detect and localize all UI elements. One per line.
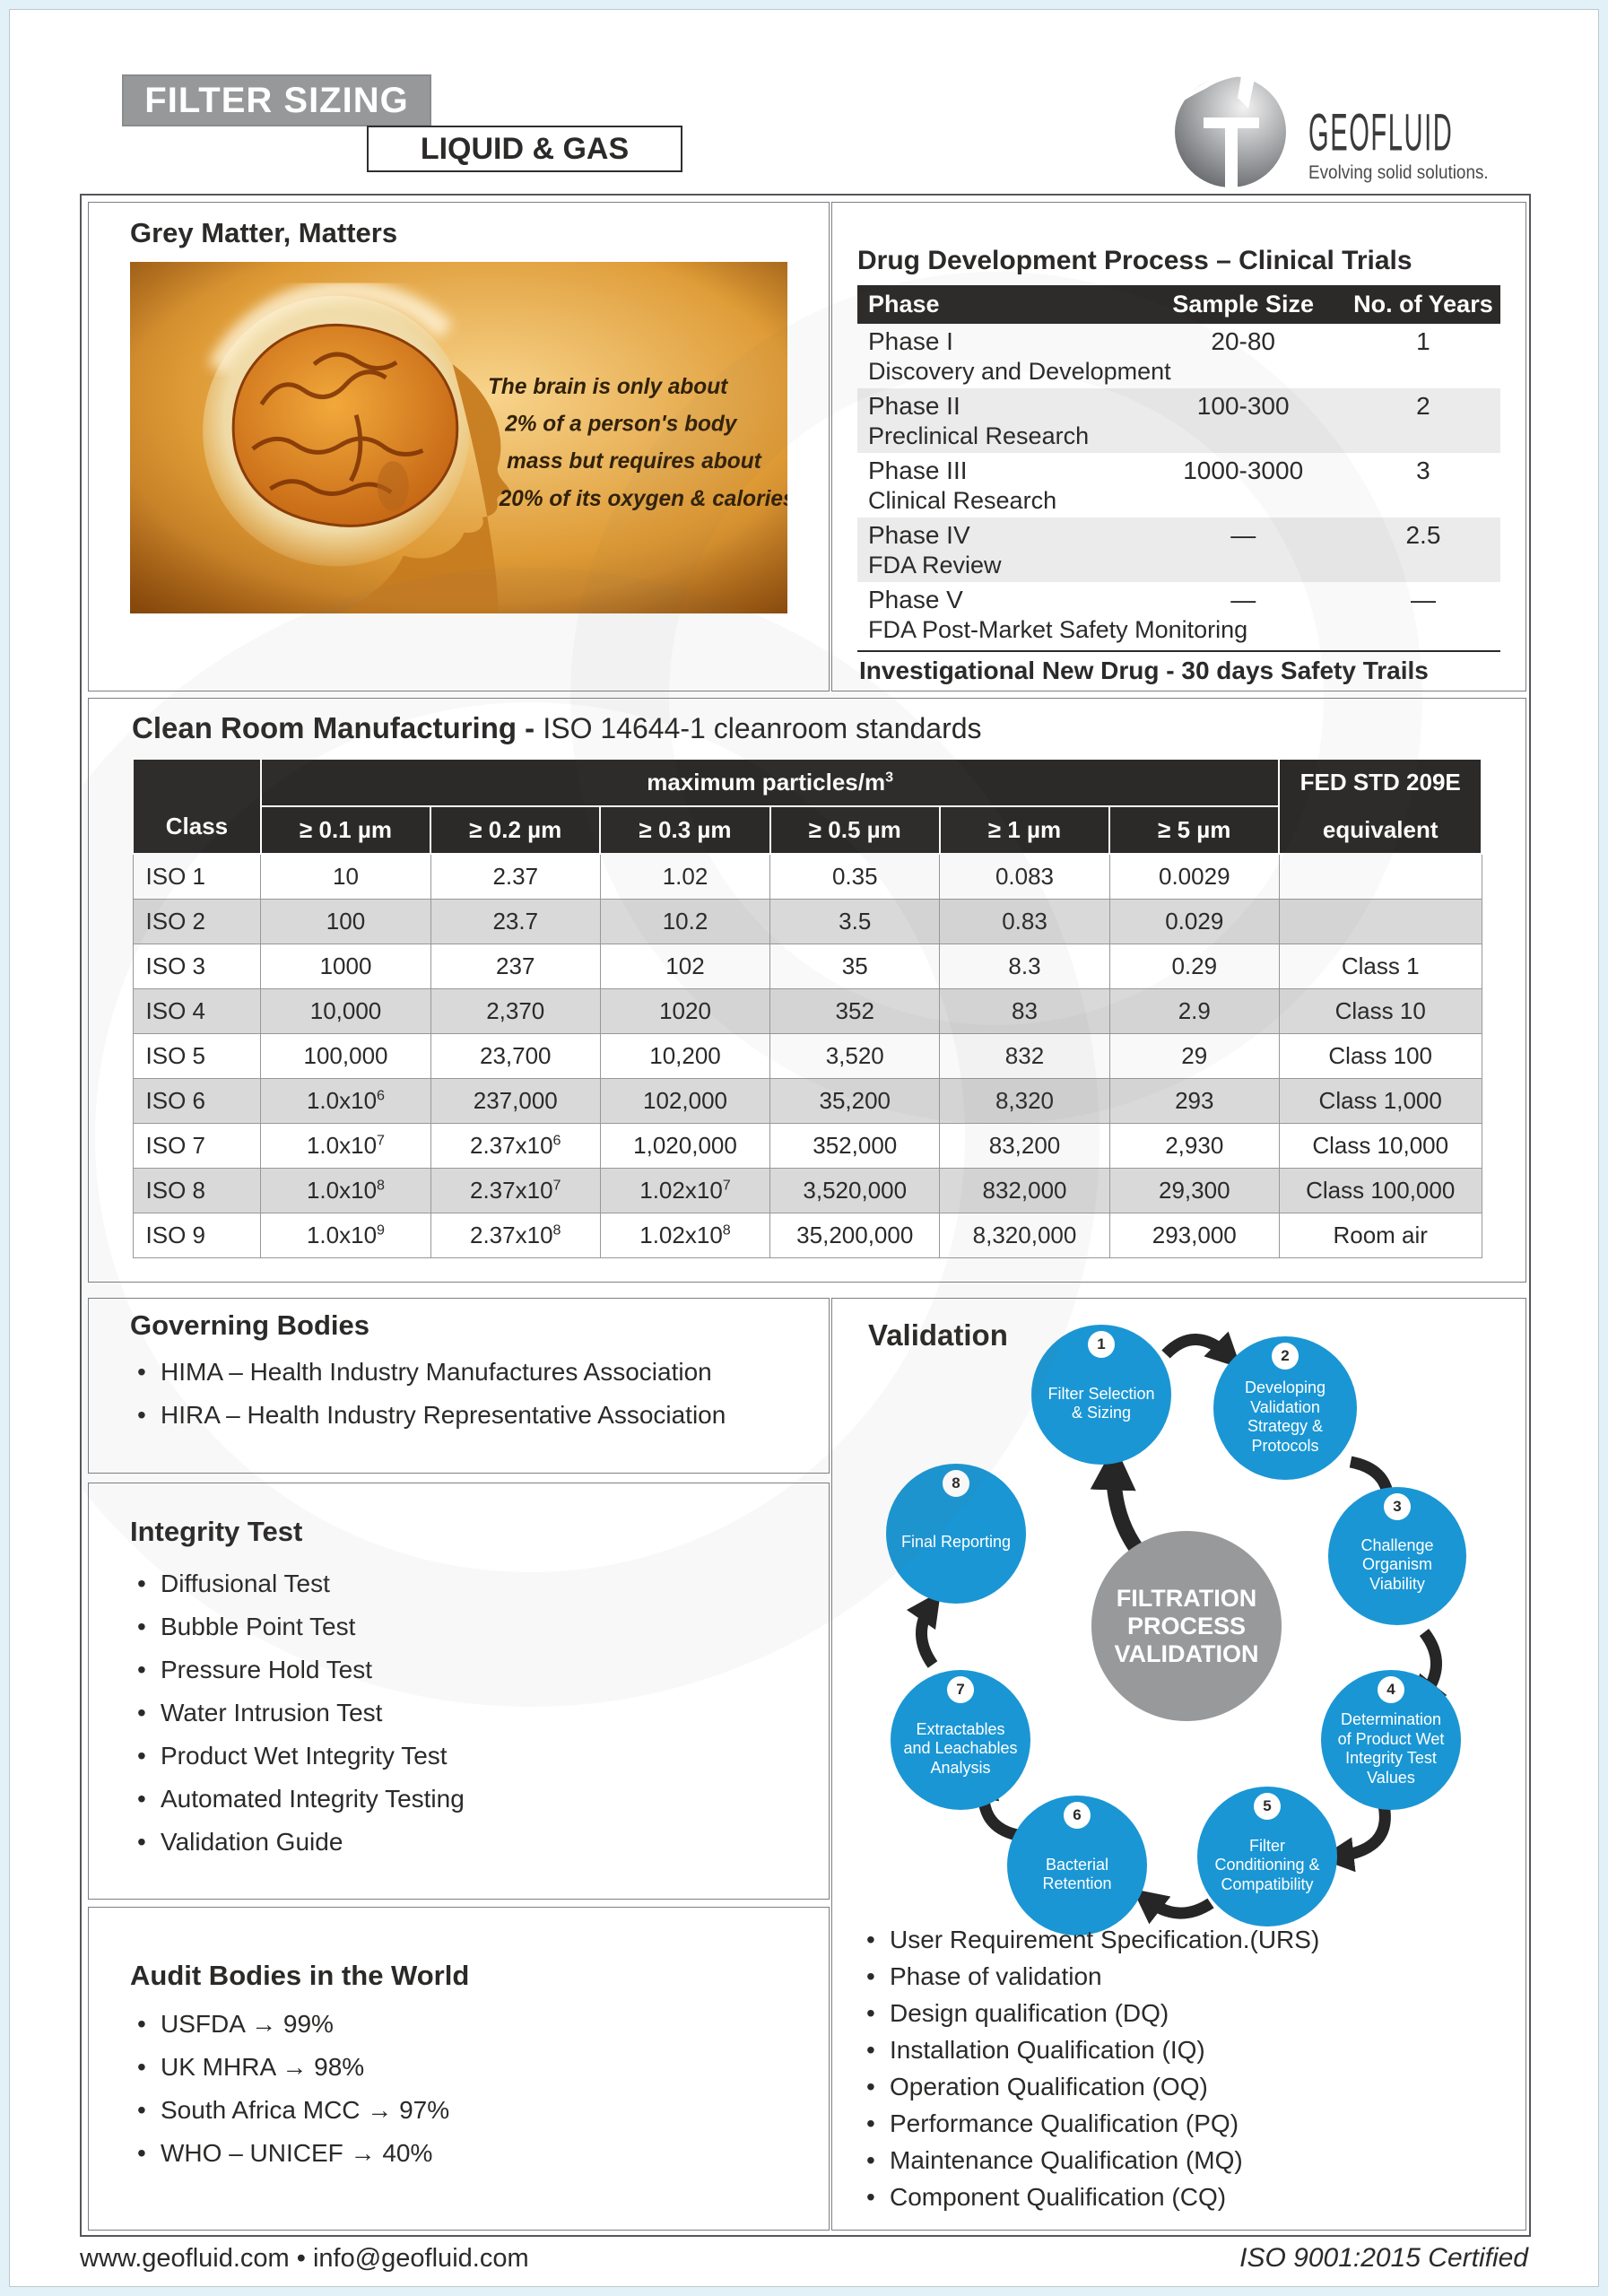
value-cell: $1.02x10^8$ [600, 1213, 769, 1258]
drug-development-panel [831, 202, 1526, 691]
step-label: Developing Validation Strategy & Protocols [1244, 1378, 1326, 1455]
table-row [133, 900, 1482, 944]
validation-step-6 [1007, 1796, 1147, 1935]
step-number-badge: 4 [1378, 1676, 1404, 1703]
value-cell: $1.0x10^9$ [261, 1213, 430, 1258]
class-cell: ISO 1 [133, 854, 261, 900]
class-cell: ISO 6 [133, 1079, 261, 1124]
value-cell: Class 1,000 [1279, 1079, 1482, 1124]
value-cell: 1000 [261, 944, 430, 989]
value-cell: 832 [940, 1034, 1109, 1079]
phase-description-cell: Clinical Research [868, 487, 1057, 514]
phase-cell: Phase V [868, 586, 963, 613]
footer-certification: ISO 9001:2015 Certified [1239, 2243, 1528, 2273]
years-cell: 2.5 [1405, 521, 1441, 549]
list-item: • South Africa MCC → 97% [130, 2096, 802, 2124]
value-cell: 3.5 [770, 900, 940, 944]
column-header: ≥ 0.5 µm [770, 806, 940, 854]
list-item: • Installation Qualification (IQ) [863, 2037, 1511, 2063]
column-header: ≥ 0.2 µm [430, 806, 600, 854]
list-item: • User Requirement Specification.(URS) [863, 1926, 1511, 1952]
diagram-center [1091, 1531, 1282, 1721]
value-cell: 2,930 [1109, 1124, 1279, 1169]
arrow-1-2 [1166, 1339, 1229, 1356]
table-row [133, 1034, 1482, 1079]
list-item: • Validation Guide [130, 1828, 802, 1856]
table-header [857, 285, 1500, 324]
value-cell: 352,000 [770, 1124, 940, 1169]
column-header: ≥ 5 µm [1109, 806, 1279, 854]
value-cell: Class 100,000 [1279, 1169, 1482, 1213]
step-label: Filter Selection & Sizing [1047, 1384, 1155, 1422]
center-line: FILTRATION [1116, 1584, 1257, 1612]
table-footnote: Investigational New Drug - 30 days Safety Trails [857, 650, 1500, 685]
step-label: Challenge Organism Viability [1360, 1535, 1434, 1593]
value-cell: Room air [1279, 1213, 1482, 1258]
table-row [133, 944, 1482, 989]
value-cell: 8.3 [940, 944, 1109, 989]
validation-step-4 [1321, 1670, 1461, 1810]
page-title: FILTER SIZING [144, 80, 409, 120]
value-cell: 35,200,000 [770, 1213, 940, 1258]
value-cell: Class 10,000 [1279, 1124, 1482, 1169]
value-cell: 35,200 [770, 1079, 940, 1124]
audit-bodies-list [130, 2010, 802, 2167]
table-row [133, 1169, 1482, 1213]
value-cell: $2.37x10^6$ [430, 1124, 600, 1169]
phase-cell: Phase III [868, 457, 968, 484]
column-header: maximum particles/$m^3$ [261, 759, 1280, 806]
phase-cell: Phase II [868, 392, 960, 420]
class-cell: ISO 8 [133, 1169, 261, 1213]
footer-contacts: www.geofluid.com • info@geofluid.com [80, 2244, 529, 2273]
company-logo [1171, 62, 1548, 196]
step-label: Determination of Product Wet Integrity Test Values [1337, 1710, 1445, 1787]
step-number-badge: 8 [943, 1470, 969, 1497]
list-item: • WHO – UNICEF → 40% [130, 2139, 802, 2167]
list-item: • Component Qualification (CQ) [863, 2184, 1511, 2210]
value-cell: 8,320,000 [940, 1213, 1109, 1258]
class-cell: ISO 4 [133, 989, 261, 1034]
value-cell: $2.37x10^7$ [430, 1169, 600, 1213]
cleanroom-panel [88, 698, 1526, 1283]
step-number-badge: 5 [1254, 1793, 1281, 1820]
value-cell: 0.029 [1109, 900, 1279, 944]
validation-panel [831, 1298, 1526, 2231]
list-item: • Performance Qualification (PQ) [863, 2110, 1511, 2136]
value-cell: $1.02x10^7$ [600, 1169, 769, 1213]
center-line: VALIDATION [1114, 1639, 1259, 1667]
value-cell: 35 [770, 944, 940, 989]
class-cell: ISO 9 [133, 1213, 261, 1258]
list-item: • Design qualification (DQ) [863, 2000, 1511, 2026]
value-cell: 29,300 [1109, 1169, 1279, 1213]
value-cell: 0.29 [1109, 944, 1279, 989]
sample-size-cell: 20-80 [1211, 327, 1275, 355]
clinical-trials-table [857, 285, 1500, 685]
class-cell: ISO 5 [133, 1034, 261, 1079]
sample-size-cell: — [1230, 586, 1256, 613]
list-item: • Automated Integrity Testing [130, 1785, 802, 1813]
value-cell [1279, 900, 1482, 944]
years-cell: — [1410, 586, 1436, 613]
value-cell: 102 [600, 944, 769, 989]
column-header: No. of Years [1353, 291, 1493, 317]
validation-step-3 [1328, 1487, 1466, 1625]
value-cell: 0.35 [770, 854, 940, 900]
section-heading: Integrity Test [130, 1516, 303, 1547]
phase-description-cell: FDA Post-Market Safety Monitoring [868, 616, 1248, 643]
table-row [133, 1124, 1482, 1169]
step-number-badge: 6 [1064, 1802, 1091, 1829]
years-cell: 3 [1416, 457, 1430, 484]
list-item: • HIRA – Health Industry Representative Association [130, 1401, 802, 1429]
list-item: • Operation Qualification (OQ) [863, 2074, 1511, 2100]
value-cell [1279, 854, 1482, 900]
column-header: ≥ 0.1 µm [261, 806, 430, 854]
value-cell: 237,000 [430, 1079, 600, 1124]
table-row [857, 517, 1500, 582]
step-number-badge: 3 [1384, 1493, 1411, 1520]
center-line: PROCESS [1126, 1612, 1247, 1639]
sample-size-cell: — [1230, 521, 1256, 549]
value-cell: Class 10 [1279, 989, 1482, 1034]
step-number-badge: 7 [947, 1676, 974, 1703]
list-item: • Product Wet Integrity Test [130, 1742, 802, 1770]
value-cell: 832,000 [940, 1169, 1109, 1213]
section-heading: Governing Bodies [130, 1309, 369, 1341]
validation-step-1 [1031, 1325, 1171, 1465]
phase-cell: Phase I [868, 327, 953, 355]
cleanroom-standards-table [132, 758, 1482, 1258]
table-row [133, 989, 1482, 1034]
phase-description-cell: FDA Review [868, 552, 1002, 578]
validation-cycle-diagram [832, 1299, 1527, 1926]
value-cell: 0.83 [940, 900, 1109, 944]
value-cell: 1.02 [600, 854, 769, 900]
column-header: ≥ 0.3 µm [600, 806, 769, 854]
value-cell: 237 [430, 944, 600, 989]
logo-sphere-icon [1171, 62, 1297, 196]
step-number-badge: 2 [1272, 1343, 1299, 1370]
section-heading: Drug Development Process – Clinical Trials [857, 246, 1412, 275]
validation-step-7 [891, 1670, 1030, 1810]
value-cell: 0.0029 [1109, 854, 1279, 900]
value-cell: 23.7 [430, 900, 600, 944]
value-cell: 0.083 [940, 854, 1109, 900]
integrity-test-list [130, 1570, 802, 1856]
value-cell: 2.9 [1109, 989, 1279, 1034]
column-header: Phase [868, 291, 940, 317]
class-cell: ISO 3 [133, 944, 261, 989]
phase-description-cell: Discovery and Development [868, 358, 1171, 385]
class-cell: ISO 7 [133, 1124, 261, 1169]
section-heading: Validation [868, 1318, 1008, 1352]
list-item: • Water Intrusion Test [130, 1699, 802, 1726]
arrow-7-8 [921, 1605, 933, 1665]
value-cell: 1020 [600, 989, 769, 1034]
header-line: FED STD 209E [1299, 769, 1461, 796]
value-cell: 100,000 [261, 1034, 430, 1079]
heading-rest: ISO 14644-1 cleanroom standards [543, 712, 982, 744]
value-cell: 2,370 [430, 989, 600, 1034]
column-header: Sample Size [1172, 291, 1314, 317]
subtitle-banner [367, 126, 682, 172]
value-cell: $1.0x10^7$ [261, 1124, 430, 1169]
value-cell: Class 100 [1279, 1034, 1482, 1079]
list-item: • Bubble Point Test [130, 1613, 802, 1640]
value-cell: 3,520,000 [770, 1169, 940, 1213]
table-row [133, 1079, 1482, 1124]
phase-description-cell: Preclinical Research [868, 422, 1090, 449]
column-header: ≥ 1 µm [940, 806, 1109, 854]
validation-step-2 [1213, 1336, 1357, 1480]
document-page [9, 9, 1599, 2287]
list-item: • USFDA → 99% [130, 2010, 802, 2038]
value-cell: Class 1 [1279, 944, 1482, 989]
value-cell: 23,700 [430, 1034, 600, 1079]
value-cell: 293,000 [1109, 1213, 1279, 1258]
page-subtitle: LIQUID & GAS [420, 131, 630, 166]
value-cell: $1.0x10^6$ [261, 1079, 430, 1124]
heading-bold: Clean Room Manufacturing - [132, 711, 535, 744]
phase-cell: Phase IV [868, 521, 970, 549]
audit-bodies-panel [88, 1907, 830, 2231]
value-cell: 83 [940, 989, 1109, 1034]
header-line: equivalent [1322, 816, 1439, 843]
governing-bodies-list [130, 1358, 802, 1429]
validation-bullets-list [863, 1926, 1511, 2221]
value-cell: 10,000 [261, 989, 430, 1034]
value-cell: 100 [261, 900, 430, 944]
value-cell: 29 [1109, 1034, 1279, 1079]
step-label: Bacterial Retention [1042, 1855, 1112, 1892]
table-row [857, 388, 1500, 453]
list-item: • Phase of validation [863, 1963, 1511, 1989]
list-item: • Maintenance Qualification (MQ) [863, 2147, 1511, 2173]
table-row [133, 1213, 1482, 1258]
value-cell: 1,020,000 [600, 1124, 769, 1169]
content-frame [80, 194, 1531, 2237]
page-footer [80, 2243, 1528, 2274]
brand-tagline: Evolving solid solutions. [1308, 162, 1489, 183]
table-row [857, 453, 1500, 517]
list-item: • HIMA – Health Industry Manufactures Association [130, 1358, 802, 1386]
value-cell: 293 [1109, 1079, 1279, 1124]
value-cell: 83,200 [940, 1124, 1109, 1169]
value-cell: 10 [261, 854, 430, 900]
section-heading: Audit Bodies in the World [130, 1960, 470, 1991]
step-label: Final Reporting [900, 1533, 1012, 1552]
sample-size-cell: 100-300 [1196, 392, 1290, 420]
value-cell: 352 [770, 989, 940, 1034]
grey-matter-panel [88, 202, 830, 691]
validation-step-5 [1197, 1787, 1337, 1926]
years-cell: 2 [1416, 392, 1430, 420]
table-row [857, 582, 1500, 647]
value-cell: $1.0x10^8$ [261, 1169, 430, 1213]
list-item: • UK MHRA → 98% [130, 2053, 802, 2081]
arrow-4-5 [1336, 1805, 1385, 1857]
class-cell: ISO 2 [133, 900, 261, 944]
value-cell: 102,000 [600, 1079, 769, 1124]
years-cell: 1 [1416, 327, 1430, 355]
list-item: • Diffusional Test [130, 1570, 802, 1597]
table-row [133, 854, 1482, 900]
step-number-badge: 1 [1088, 1331, 1115, 1358]
brain-image [130, 262, 787, 613]
column-header: Class [133, 759, 261, 854]
value-cell: 10,200 [600, 1034, 769, 1079]
value-cell: 8,320 [940, 1079, 1109, 1124]
table-row [857, 324, 1500, 388]
validation-step-8 [886, 1464, 1026, 1604]
sample-size-cell: 1000-3000 [1183, 457, 1304, 484]
step-label: Filter Conditioning & Compatibility [1214, 1836, 1320, 1893]
title-banner [122, 74, 431, 126]
step-label: Extractables and Leachables Analysis [903, 1719, 1018, 1777]
brand-name: GEOFLUID [1308, 102, 1454, 162]
value-cell: 3,520 [770, 1034, 940, 1079]
column-header [1279, 759, 1482, 854]
arrow-5-6 [1146, 1900, 1211, 1913]
list-item: • Pressure Hold Test [130, 1656, 802, 1683]
value-cell: 2.37 [430, 854, 600, 900]
value-cell: $2.37x10^8$ [430, 1213, 600, 1258]
governing-bodies-panel [88, 1298, 830, 1474]
integrity-test-panel [88, 1483, 830, 1900]
section-heading: Grey Matter, Matters [130, 217, 398, 248]
value-cell: 10.2 [600, 900, 769, 944]
section-heading [132, 711, 1482, 745]
